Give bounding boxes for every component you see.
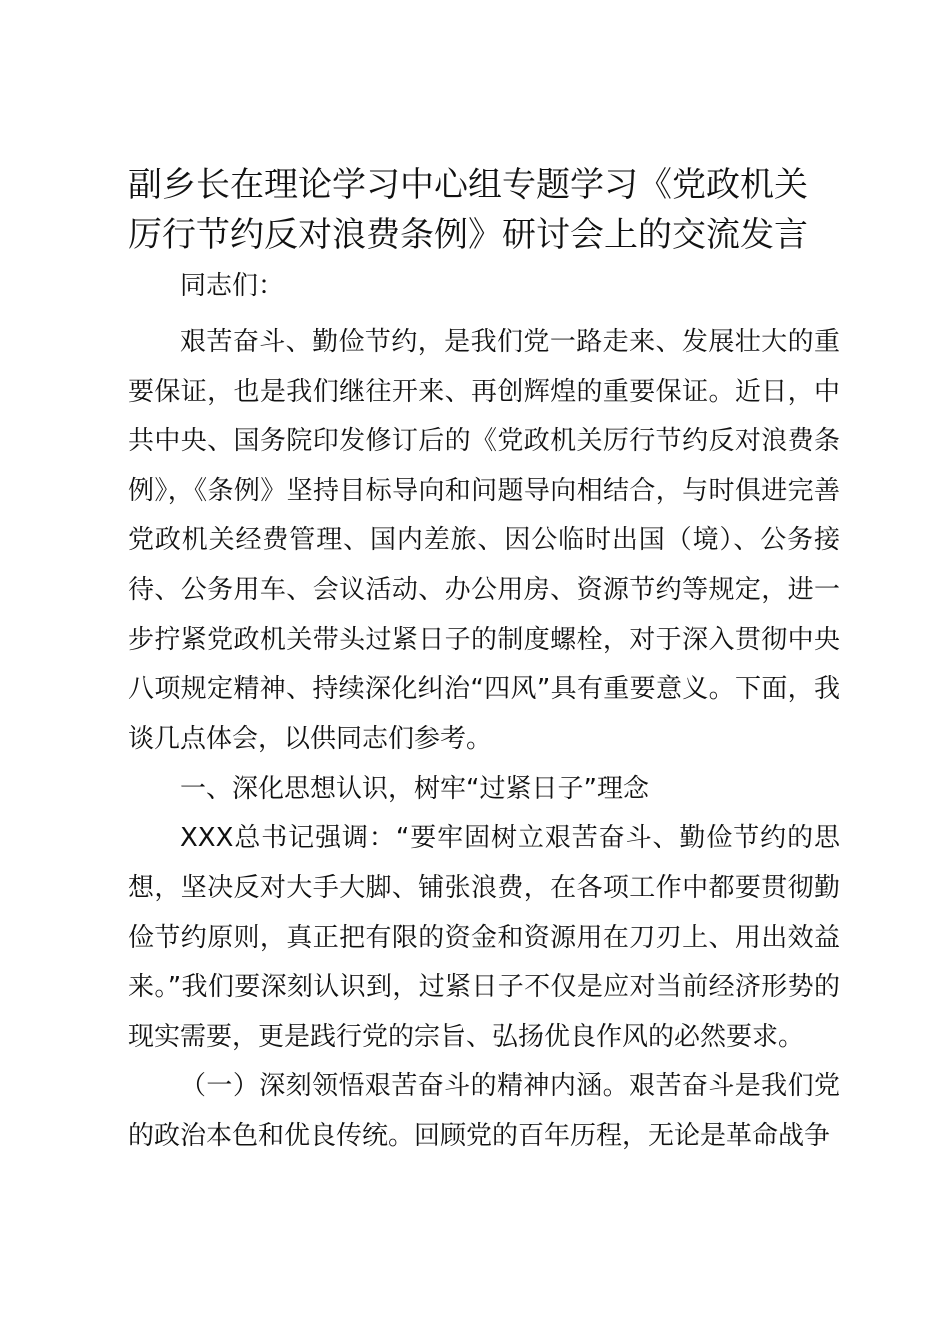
body-paragraph: XXX总书记强调：“要牢固树立艰苦奋斗、勤俭节约的思想，坚决反对大手大脚、铺张浪费，在各项工作中都要贯彻勤俭节约原则，真正把有限的资金和资源用在刀刃上、用出效益来。”我们要深刻认识到，过紧日子不仅是应对当前经济形势的现实需要，更是践行党的宗旨、弘扬优良作风的必然要求。: [128, 823, 840, 1052]
intro-paragraph: 艰苦奋斗、勤俭节约，是我们党一路走来、发展壮大的重要保证，也是我们继往开来、再创辉煌的重要保证。近日，中共中央、国务院印发修订后的《党政机关厉行节约反对浪费条例》，《条例》坚持目标导向和问题导向相结合，与时俱进完善党政机关经费管理、国内差旅、因公临时出国（境）、公务接待、公务用车、会议活动、办公用房、资源节约等规定，进一步拧紧党政机关带头过紧日子的制度螺栓，对于深入贯彻中央八项规定精神、持续深化纠治“四风”具有重要意义。下面，我谈几点体会，以供同志们参考。: [128, 327, 840, 754]
body-paragraph: （一）深刻领悟艰苦奋斗的精神内涵。艰苦奋斗是我们党的政治本色和优良传统。回顾党的百年历程，无论是革命战争: [128, 1071, 840, 1151]
section-heading: 一、深化思想认识，树牢“过紧日子”理念: [180, 774, 649, 805]
title-line-1: 副乡长在理论学习中心组专题学习《党政机关: [128, 165, 808, 205]
document-title: [128, 160, 840, 260]
salutation: 同志们：: [180, 271, 285, 301]
title-line-2: 厉行节约反对浪费条例》研讨会上的交流发言: [128, 215, 808, 255]
document-page: [128, 160, 840, 1162]
